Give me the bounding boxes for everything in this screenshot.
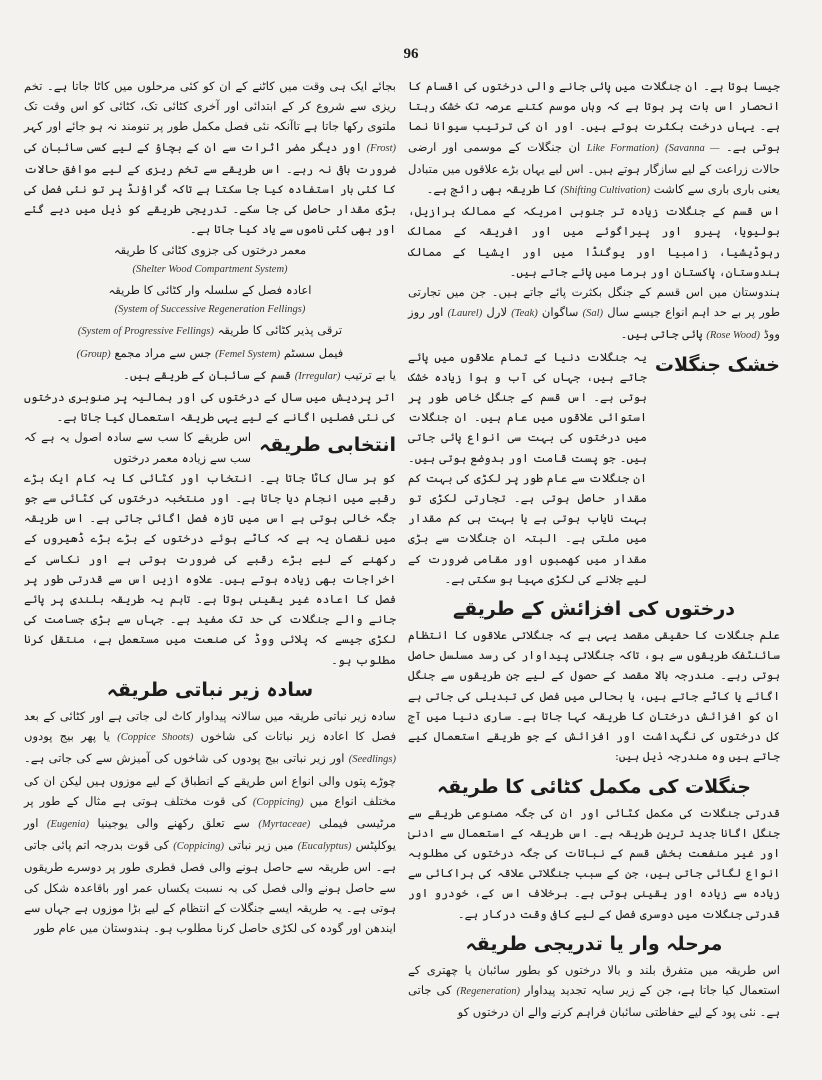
clearfell-heading: جنگلات کی مکمل کٹائی کا طریقہ [436, 775, 751, 798]
propagation-heading: درختوں کی افزائش کے طریقے [452, 598, 736, 621]
stage-text: اس طریقہ میں متفرق بلند و بالا درختوں کو بطور سائبان یا چھتری کے استعمال کیا جاتا ہے، جن کے زیر سایہ تجدید پیداوار (Regeneration) کی جاتی ہے۔ نئی پود کے لیے حفاظتی سائبان فراہم کرنے والے ان درختوں کو [408, 962, 781, 1020]
alt-name-5: یا بے ترتیب (Irregular) قسم کے سائبان کے طریقے ہیں۔ [123, 367, 396, 382]
dry-forests-heading: خشک جنگلات [654, 353, 780, 376]
coppice-text: سادہ زیر نباتی طریقہ میں سالانہ پیداوار کاٹ لی جاتی ہے اور کٹائی کے بعد فصل کا اعادہ زیر نباتات کی شاخوں (Coppice Shoots) یا پھر بیج پودوں (Seedlings) اور زیر نباتی بیج پودوں کی شاخوں کی آمیزش سے کی جاتی ہے۔ چوڑے پتوں والی انواع اس طریقے کے انطباق کے لیے موزوں ہیں لیکن ان کی مختلف انواع میں (Coppicing) کی قوت مختلف ہوتی ہے مثال کے طور پر مرٹیسی فیملی (Myrtaceae) سے تعلق رکھنے والی یوجینیا (Eugenia) اور یوکلپٹس (Eucalyptus) میں زیر نباتی (Coppicing) کی قوت بدرجہ اتم پائی جاتی ہے۔ اس طریقہ سے حاصل ہونے والی فصل فطری طور پر دوسرے طریقوں سے حاصل ہونے والی فصل کی بہ نسبت یکساں عمر اور باقاعدہ شکل کی ہوتی ہے۔ یہ طریقہ ایسے جنگلات کے انتظام کے لیے بڑا موزوں ہے جہاں سے ایندھن اور گودہ کی لکڑی حاصل کرنا مطلوب ہو۔ ہندوستان میں عام طور [24, 708, 397, 935]
alt-name-1: معمر درختوں کی جزوی کٹائی کا طریقہ [113, 242, 307, 257]
page-number: 96 [403, 46, 419, 62]
alt-name-1-en: (Shelter Wood Compartment System) [132, 263, 288, 275]
uttar-pradesh-paragraph: اتر پردیش میں سال کے درختوں کی اور ہمالیہ پر صنوبری درختوں کی نئی فصلیں اگانے کے لیے یہی طریقہ استعمال کیا جاتا ہے۔ [24, 390, 396, 425]
dry-forests-section [408, 347, 780, 589]
right-column [408, 76, 780, 1022]
alt-name-2: اعادہ فصل کے سلسلہ وار کٹائی کا طریقہ [108, 283, 312, 298]
stage-heading: مرحلہ وار یا تدریجی طریقہ [465, 932, 723, 955]
selection-section [24, 427, 396, 467]
coppice-heading: سادہ زیر نباتی طریقہ [106, 678, 314, 701]
propagation-text: علم جنگلات کا حقیقی مقصد یہی ہے کہ جنگلاتی علاقوں کا انتظام سائنٹفک طریقوں سے ہو، تاکہ جنگلاتی پیداوار کی رسد مسلسل حاصل ہوتی رہے۔ مندرجہ بالا مقصد کے حصول کے لیے جن طریقوں سے جنگل اگائے یا کاٹے جاتے ہیں، یا بحالی میں فصل کی تبدیلی کی جاتی ہے ان کو افزائش درختان کا طریقہ کہا جاتا ہے۔ ساری دنیا میں آج کل درختوں کی نگہداشت اور افزائش کے جو طریقے استعمال کیے جاتے ہیں وہ مندرجہ ذیل ہیں: [408, 628, 780, 764]
india-species-paragraph: ہندوستان میں اس قسم کے جنگل بکثرت پائے جاتے ہیں۔ جن میں تجارتی طور پر بے حد اہم انواع جیسے سال (Sal) ساگوان (Teak) لارل (Laurel) اور روز ووڈ (Rose Wood) پائی جاتی ہیں۔ [408, 285, 781, 342]
selection-text-top: اس طریقے کا سب سے سادہ اصول یہ ہے کہ سب سے زیادہ معمر درختوں [24, 430, 252, 465]
countries-paragraph: اس قسم کے جنگلات زیادہ تر جنوبی امریکہ کے ممالک برازیل، بولیویا، پیرو اور پیراگوئے میں اور افریقہ کے ممالک رہوڈیشیا، زامبیا اور یوگنڈا میں اور ایشیا کے ممالک ہندوستان، پاکستان اور برما میں پائے جاتے ہیں۔ [408, 204, 780, 279]
dry-forests-text: یہ جنگلات دنیا کے تمام علاقوں میں پائے جاتے ہیں، جہاں کی آب و ہوا زیادہ خشک ہوتی ہے۔ اس قسم کے جنگل خاص طور پر استوائی علاقوں میں عام ہیں۔ ان جنگلات میں درختوں کی بہت سی انواع پائی جاتی ہیں۔ جو پست قامت اور بدوضع ہوتی ہیں۔ ان جنگلات سے عام طور پر لکڑی کی بہت کم مقدار حاصل ہوتی ہے۔ تجارتی لکڑی تو بہت نایاب ہوتی ہے یا بہت ہی کم مقدار میں ملتی ہے۔ البتہ ان جنگلات سے بڑی مقدار میں کھمبوں اور مقامی ضرورت کے لیے جلانے کی لکڑی مہیا ہو سکتی ہے۔ [408, 349, 647, 586]
alt-name-4: فیمل سسٹم (Femel System) جس سے مراد مجمع (Group) [76, 345, 344, 360]
alt-name-3: ترقی پذیر کٹائی کا طریقہ (System of Progressive Fellings) [77, 323, 343, 338]
savanna-paragraph: جیسا ہوتا ہے۔ ان جنگلات میں پائی جانے والی درختوں کی اقسام کا انحصار اس بات پر ہوتا ہے کہ وہاں موسم کتنے عرصہ تک خشک رہتا ہے۔ یہاں درخت بکثرت ہوتے ہیں۔ اور ان کی ترتیب سیوانا نما ہوتی ہے۔ (Savanna — Like Formation) ان جنگلات کے موسمی اور ارضی حالات زراعت کے لیے سازگار ہوتے ہیں۔ اس لیے یہاں بڑے علاقوں میں متبادل یعنی باری باری سے کاشت (Shifting Cultivation) کا طریقہ بھی رائج ہے۔ [408, 79, 781, 197]
selection-text: کو ہر سال کاٹا جاتا ہے۔ انتخاب اور کٹائی کا یہ کام ایک بڑے رقبے میں انجام دیا جاتا ہے۔ اور منتخبہ درختوں کی کٹائی سے جو جگہ خالی ہوتی ہے اس میں تازہ فصل اگائی جاتی ہے۔ اس طریقہ میں نقصان یہ ہے کہ کاٹے ہوئے درختوں کے بڑے بڑے ڈھیروں کے رکھنے کے لیے بڑے رقبے کی ضرورت ہوتی ہے اور نکاسی کے اخراجات بھی زیادہ ہوتے ہیں۔ علاوہ ازیں اس سے قدرتی طور پر فصل کا اعادہ غیر یقینی ہوتا ہے۔ تاہم یہ طریقہ بلندی پر پائے جانے والے جنگلات کی حد تک مفید ہے۔ جہاں سے بڑی جسامت کی لکڑی جیسے کہ پلائی ووڈ کی صنعت میں مستعمل ہے، منتقل کرنا مطلوب ہو۔ [24, 470, 396, 667]
selection-heading: انتخابی طریقہ [259, 434, 396, 457]
clearfell-text: قدرتی جنگلات کی مکمل کٹائی اور ان کی جگہ مصنوعی طریقے سے جنگل اگانا جدید ترین طریقہ ہے۔ اس طریقہ کے استعمال سے ادنیٰ اور غیر منفعت بخش قسم کے نباتات کی جگہ درختوں کی مطلوبہ انواع لگائی جاتی ہیں، جن کے سبب جنگلاتی علاقہ کی ہراکائی سے زیادہ سے زیادہ اور یقینی ہوتی ہے۔ برخلاف اس کے، خودرو اور قدرتی جنگلات میں دوسری فصل کے لیے کافی وقت درکار ہے۔ [408, 805, 780, 921]
alt-name-2-en: (System of Successive Regeneration Fellings) [114, 304, 306, 316]
left-column [24, 76, 396, 938]
gradual-method-paragraph: بجائے ایک ہی وقت میں کاٹنے کے ان کو کئی مرحلوں میں کاٹا جاتا ہے۔ تخم ریزی سے شروع کر کے ابتدائی اور آخری کٹائی تک، کٹائی کو اس وقت تک ملتوی رکھا جاتا ہے تاآنکہ نئی فصل مکمل طور پر تنومند نہ ہو جائے اور کہر (Frost) اور دیگر مضر اثرات سے ان کے بچاؤ کے لیے کسی سائبان کی ضرورت باقی نہ رہے۔ اس طریقے سے تخم ریزی کے لیے موافق حالات کا کئی بار استفادہ کیا جا سکتا ہے تاکہ گراؤنڈ پر تو نئی فصل کی بڑی مقدار حاصل کی جا سکے۔ تدریجی طریقے کو ذیل میں دیے گئے اور بھی کئی ناموں سے یاد کیا جاتا ہے۔ [24, 79, 397, 237]
